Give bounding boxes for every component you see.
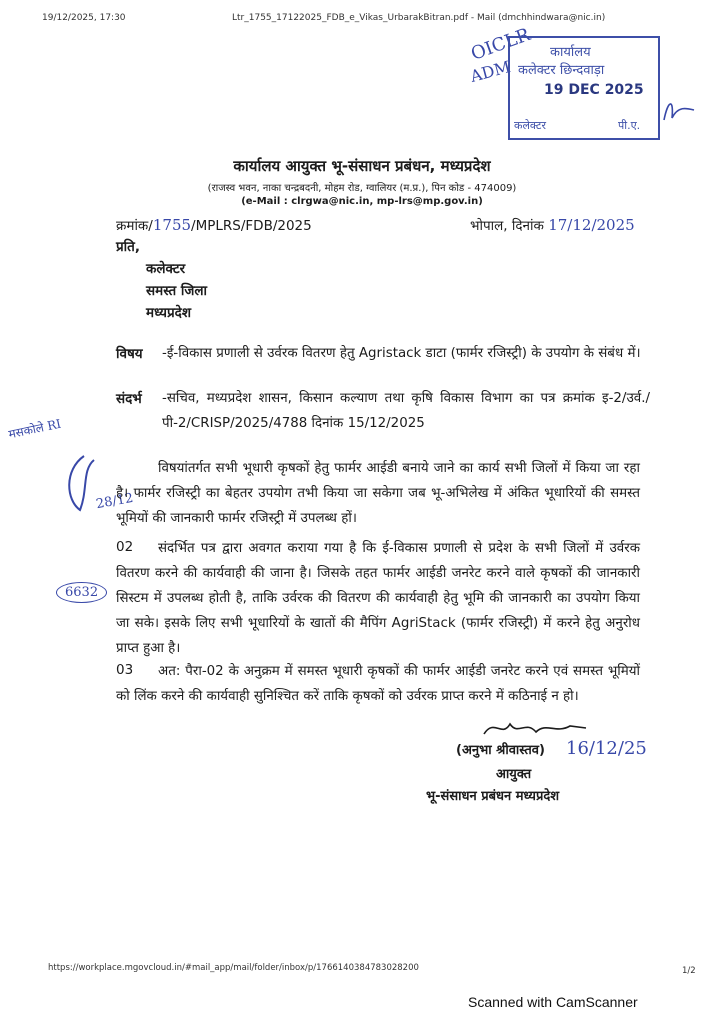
letter-date-label: भोपाल, दिनांक (470, 218, 544, 234)
signature-handwritten-date: 16/12/25 (566, 738, 647, 759)
stamp-annotation-left: ADM (468, 57, 513, 86)
footer-page: 1/2 (682, 966, 696, 976)
letter-number (116, 216, 312, 234)
margin-note-1: मसकोले RI (7, 416, 63, 442)
stamp-line1: कार्यालय (550, 45, 591, 60)
office-address: (राजस्व भवन, नाका चन्द्रबदनी, मोहम रोड, ग्वालियर (म.प्र.), पिन कोड - 474009) (207, 183, 517, 194)
reference-text: -सचिव, मध्यप्रदेश शासन, किसान कल्याण तथा कृषि विकास विभाग का पत्र क्रमांक इ-2/उर्व./पी-2/CRISP/2025/4788 दिनांक 15/12/2025 (162, 391, 650, 431)
letter-number-handwritten: 1755 (152, 216, 192, 234)
margin-note-2: 28/12 (94, 490, 135, 513)
office-email: (e-Mail : clrgwa@nic.in, mp-lrs@mp.gov.in) (241, 196, 483, 207)
signatory-name: (अनुभा श्रीवास्तव) (456, 743, 545, 758)
recipient-prati: प्रति, (116, 239, 141, 255)
stamp-left-label: कलेक्टर (514, 119, 546, 132)
paragraph-3-number: 03 (116, 662, 134, 678)
footer-url: https://workplace.mgovcloud.in/#mail_app/mail/folder/inbox/p/1766140384783028200 (48, 963, 419, 973)
signatory-office: भू-संसाधन प्रबंधन मध्यप्रदेश (426, 789, 560, 804)
stamp-date: 19 DEC 2025 (544, 82, 644, 98)
letter-date (470, 216, 635, 234)
stamp-initial-mark (660, 96, 700, 126)
stamp-line2: कलेक्टर छिन्दवाड़ा (518, 63, 605, 78)
paragraph-2-number: 02 (116, 539, 134, 555)
letter-date-handwritten: 17/12/2025 (548, 216, 635, 234)
stamp-annotation-top: OICLR (468, 24, 533, 65)
paragraph-3: अत: पैरा-02 के अनुक्रम में समस्त भूधारी कृषकों की फार्मर आईडी जनरेट करने एवं समस्त भूमियों को लिंक करने की कार्यवाही सुनिश्चित करें ताकि कृषकों को उर्वरक प्राप्त करने में कठिनाई न हो। (116, 664, 640, 704)
paragraph-2: संदर्भित पत्र द्वारा अवगत कराया गया है कि ई-विकास प्रणाली से प्रदेश के सभी जिलों में उर्वरक वितरण करने की कार्यवाही की जाना है। जिसके तहत फार्मर आईडी जनरेट करने वाले कृषकों की जानकारी सिस्टम में उपलब्ध होती है, ताकि उर्वरक की वितरण की कार्यवाही हेतु भूमि की जानकारी का उपयोग किया जा सके। इसके लिए सभी भूधारियों के खातों की मैपिंग AgriStack (फार्मर रजिस्ट्री) में करने हेतु अनुरोध प्राप्त हुआ है। (116, 541, 640, 656)
letter-number-suffix: /MPLRS/FDB/2025 (191, 218, 312, 234)
subject-text: -ई-विकास प्रणाली से उर्वरक वितरण हेतु Agristack डाटा (फार्मर रजिस्ट्री) के उपयोग के संबंध में। (162, 346, 641, 361)
stamp-right-label: पी.ए. (618, 119, 641, 132)
print-file-info: Ltr_1755_17122025_FDB_e_Vikas_UrbarakBitran.pdf - Mail (dmchhindwara@nic.in) (232, 13, 606, 23)
recipient-line1: कलेक्टर (146, 261, 186, 277)
print-datetime: 19/12/2025, 17:30 (42, 13, 126, 23)
recipient-line3: मध्यप्रदेश (146, 305, 192, 321)
letter-number-prefix: क्रमांक/ (116, 218, 153, 234)
margin-note-3: 6632 (56, 582, 107, 603)
office-title: कार्यालय आयुक्त भू-संसाधन प्रबंधन, मध्यप्रदेश (233, 157, 491, 175)
paragraph-1: विषयांतर्गत सभी भूधारी कृषकों हेतु फार्मर आईडी बनाये जाने का कार्य सभी जिलों में किया जा रहा है। फार्मर रजिस्ट्री का बेहतर उपयोग तभी किया जा सकेगा जब भू-अभिलेख में अंकित भूधारियों की समस्त भूमियों की जानकारी फार्मर रजिस्ट्री में उपलब्ध हों। (116, 461, 640, 526)
scanner-watermark: Scanned with CamScanner (468, 994, 638, 1010)
receipt-stamp (508, 36, 660, 140)
signatory-designation: आयुक्त (496, 767, 532, 782)
recipient-line2: समस्त जिला (146, 283, 208, 299)
subject-label: विषय (116, 346, 143, 362)
reference-label: संदर्भ (116, 391, 142, 407)
